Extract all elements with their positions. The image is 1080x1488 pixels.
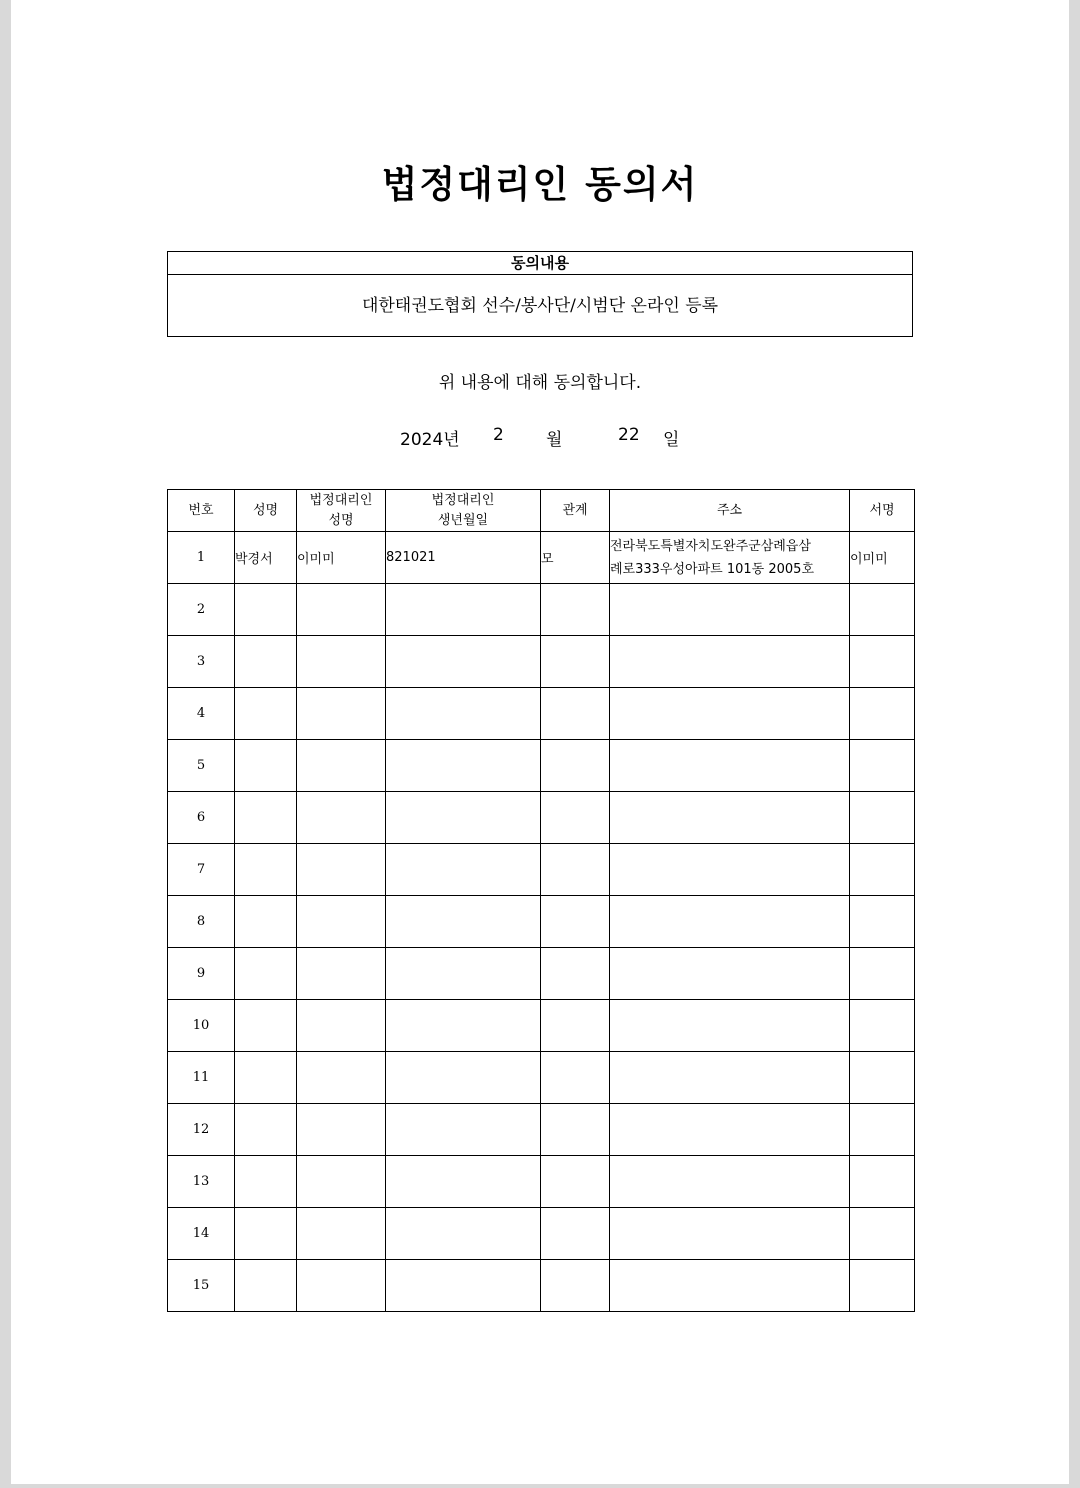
table-row [168,792,915,844]
header-name: 성명 [235,490,297,532]
row-relation-cell [541,1208,610,1260]
row-number-cell: 3 [168,636,235,688]
row-signature-cell [850,740,915,792]
row-relation-cell [541,844,610,896]
row-name-cell [235,844,297,896]
row-address-cell [610,1104,850,1156]
row-signature-cell [850,688,915,740]
row-name-cell [235,636,297,688]
row-guardian-birth-cell [386,792,541,844]
consent-box [167,251,913,337]
row-address-cell [610,1208,850,1260]
table-row [168,1260,915,1312]
table-row [168,636,915,688]
row-signature-cell [850,636,915,688]
row-number-cell: 7 [168,844,235,896]
row-signature-cell [850,844,915,896]
row-relation-cell [541,948,610,1000]
header-guardian-birth-line2: 생년월일 [437,512,489,528]
address-line2: 례로333우성아파트 101동 2005호 [610,561,814,577]
table-row [168,844,915,896]
table-row [168,1052,915,1104]
row-guardian-birth-cell [386,1104,541,1156]
row-guardian-name-cell [297,1156,386,1208]
row-relation-cell [541,740,610,792]
row-name-cell [235,584,297,636]
row-name-cell [235,1000,297,1052]
row-number-cell: 5 [168,740,235,792]
row-guardian-name-cell [297,948,386,1000]
consent-content: 대한태권도협회 선수/봉사단/시범단 온라인 등록 [361,296,719,316]
table-row [168,896,915,948]
row-guardian-name-cell [297,636,386,688]
header-guardian-name-line1: 법정대리인 [309,492,373,508]
row-signature-cell [850,584,915,636]
address-line1: 전라북도특별자치도완주군삼례읍삼 [610,538,811,554]
row-name-cell [235,688,297,740]
row-relation-cell [541,1104,610,1156]
row-relation-cell [541,1156,610,1208]
row-number-cell: 8 [168,896,235,948]
row-address-cell [610,792,850,844]
row-name-cell [235,1104,297,1156]
row-guardian-name-cell [297,896,386,948]
row-guardian-birth-cell [386,948,541,1000]
row-signature-cell [850,1000,915,1052]
row-relation-cell [541,896,610,948]
row-guardian-birth-cell [386,844,541,896]
row-address-cell [610,688,850,740]
row-number-cell: 2 [168,584,235,636]
document-title: 법정대리인 동의서 [381,162,699,206]
row-guardian-birth-cell [386,1208,541,1260]
table-header-row [168,490,915,532]
header-guardian-name [297,490,386,532]
table-row [168,1156,915,1208]
row-name-cell [235,896,297,948]
row-guardian-birth-cell [386,636,541,688]
row-guardian-name-cell [297,688,386,740]
agreement-statement: 위 내용에 대해 동의합니다. [438,373,642,393]
row-name-cell [235,948,297,1000]
row-relation-cell: 모 [541,532,610,584]
row-address-cell [610,844,850,896]
row-number-cell: 9 [168,948,235,1000]
row-name-cell [235,1260,297,1312]
row-guardian-name-cell [297,1052,386,1104]
row-number-cell: 13 [168,1156,235,1208]
row-signature-cell [850,1208,915,1260]
consent-header: 동의내용 [168,252,912,275]
header-relation: 관계 [541,490,610,532]
table-row [168,740,915,792]
row-guardian-birth-cell [386,1052,541,1104]
row-signature-cell [850,948,915,1000]
row-signature-cell: 이미미 [850,532,915,584]
row-relation-cell [541,584,610,636]
row-number-cell: 12 [168,1104,235,1156]
row-signature-cell [850,1052,915,1104]
date-year: 2024년 [400,430,460,450]
table-body [168,532,915,1312]
row-relation-cell [541,636,610,688]
row-relation-cell [541,1260,610,1312]
row-signature-cell [850,896,915,948]
row-guardian-name-cell [297,740,386,792]
header-guardian-birth-line1: 법정대리인 [431,492,495,508]
row-guardian-name-cell: 이미미 [297,532,386,584]
row-guardian-name-cell [297,584,386,636]
header-guardian-birth [386,490,541,532]
row-address-cell [610,1000,850,1052]
table-row [168,1208,915,1260]
row-guardian-birth-cell [386,1000,541,1052]
table-row [168,532,915,584]
date-day-unit: 일 [663,430,680,450]
row-address-cell [610,896,850,948]
table-row [168,948,915,1000]
table-row [168,1104,915,1156]
row-address-cell [610,948,850,1000]
row-address-cell [610,1260,850,1312]
row-address-cell [610,584,850,636]
row-address-cell [610,1052,850,1104]
row-guardian-birth-cell [386,1260,541,1312]
row-guardian-name-cell [297,792,386,844]
row-guardian-name-cell [297,1260,386,1312]
header-signature: 서명 [850,490,915,532]
table-row [168,584,915,636]
row-address-cell [610,740,850,792]
row-name-cell [235,1208,297,1260]
row-name-cell [235,740,297,792]
header-number: 번호 [168,490,235,532]
row-signature-cell [850,1104,915,1156]
document-page [11,0,1069,1484]
row-name-cell: 박경서 [235,532,297,584]
row-relation-cell [541,688,610,740]
row-relation-cell [541,792,610,844]
row-number-cell: 1 [168,532,235,584]
row-number-cell: 15 [168,1260,235,1312]
date-month-unit: 월 [546,430,563,450]
row-address-cell [610,532,850,584]
row-number-cell: 6 [168,792,235,844]
row-address-cell [610,1156,850,1208]
row-guardian-birth-cell [386,688,541,740]
row-guardian-birth-cell: 821021 [386,532,541,584]
row-number-cell: 11 [168,1052,235,1104]
row-name-cell [235,1156,297,1208]
row-guardian-name-cell [297,1208,386,1260]
row-guardian-name-cell [297,844,386,896]
row-number-cell: 14 [168,1208,235,1260]
row-guardian-birth-cell [386,740,541,792]
row-number-cell: 10 [168,1000,235,1052]
header-address: 주소 [610,490,850,532]
table-row [168,688,915,740]
date-month: 2 [493,425,504,445]
row-signature-cell [850,1260,915,1312]
row-name-cell [235,1052,297,1104]
row-address-cell [610,636,850,688]
row-guardian-birth-cell [386,896,541,948]
header-guardian-name-line2: 성명 [328,512,354,528]
row-guardian-birth-cell [386,584,541,636]
date-day: 22 [618,425,640,445]
registration-table [167,489,915,1312]
row-guardian-name-cell [297,1104,386,1156]
table-row [168,1000,915,1052]
row-signature-cell [850,792,915,844]
row-guardian-birth-cell [386,1156,541,1208]
row-number-cell: 4 [168,688,235,740]
row-relation-cell [541,1052,610,1104]
row-relation-cell [541,1000,610,1052]
row-guardian-name-cell [297,1000,386,1052]
row-signature-cell [850,1156,915,1208]
row-name-cell [235,792,297,844]
